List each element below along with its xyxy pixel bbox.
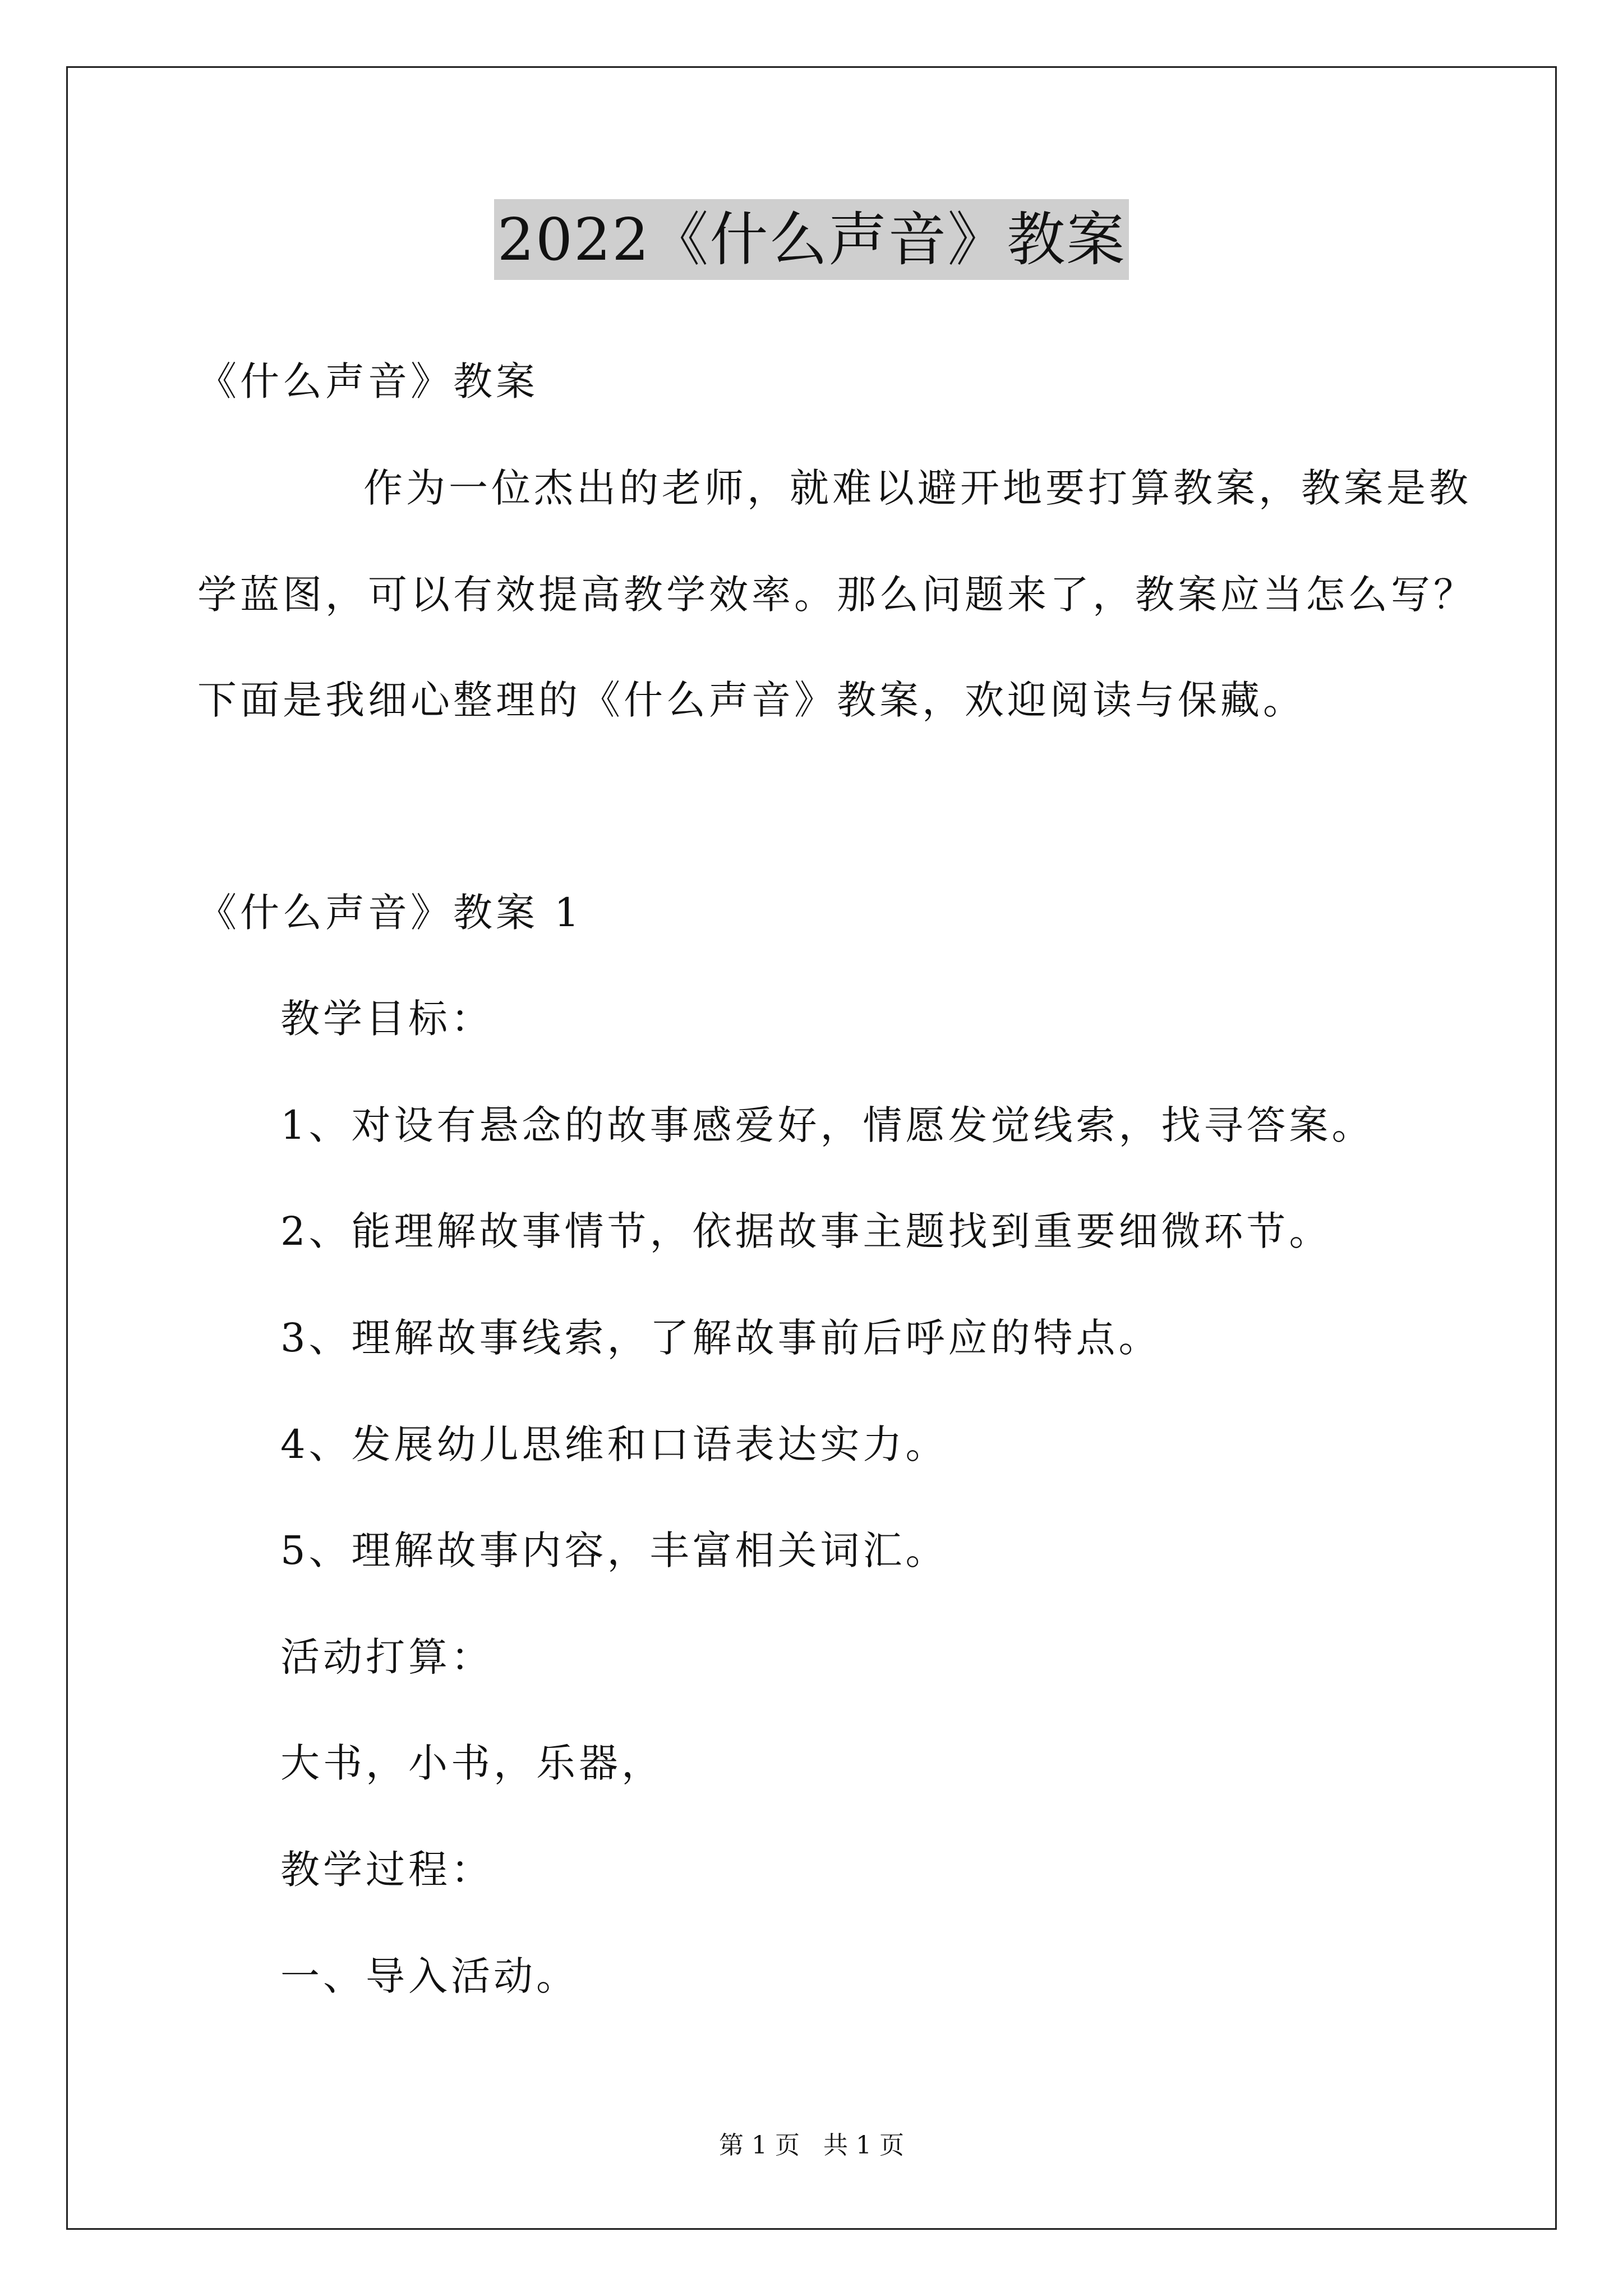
document-title: 2022《什么声音》教案 [494,199,1129,280]
intro-line-2: 学蓝图，可以有效提高教学效率。那么问题来了，教案应当怎么写？ [197,572,1476,618]
body-line: 2、能理解故事情节，依据故事主题找到重要细微环节。 [280,1208,1332,1254]
intro-line-1: 作为一位杰出的老师，就难以避开地要打算教案，教案是教 [363,465,1472,511]
page-footer: 第 1 页 共 1 页 [719,2131,904,2160]
body-line: 一、导入活动。 [280,1953,579,1999]
body-line: 教学过程： [280,1847,494,1893]
section-heading: 《什么声音》教案 1 [197,890,583,936]
body-line: 活动打算： [280,1634,494,1680]
body-line: 3、理解故事线索，了解故事前后呼应的特点。 [280,1315,1161,1361]
body-line: 5、理解故事内容，丰富相关词汇。 [280,1527,948,1573]
body-line: 教学目标： [280,996,494,1042]
body-line: 大书，小书，乐器， [280,1740,664,1786]
title-container [0,199,1623,280]
intro-line-3: 下面是我细心整理的《什么声音》教案，欢迎阅读与保藏。 [197,677,1306,723]
body-line: 4、发展幼儿思维和口语表达实力。 [280,1421,948,1467]
body-line: 1、对设有悬念的故事感爱好，情愿发觉线索，找寻答案。 [280,1102,1375,1148]
document-subtitle: 《什么声音》教案 [197,358,538,404]
